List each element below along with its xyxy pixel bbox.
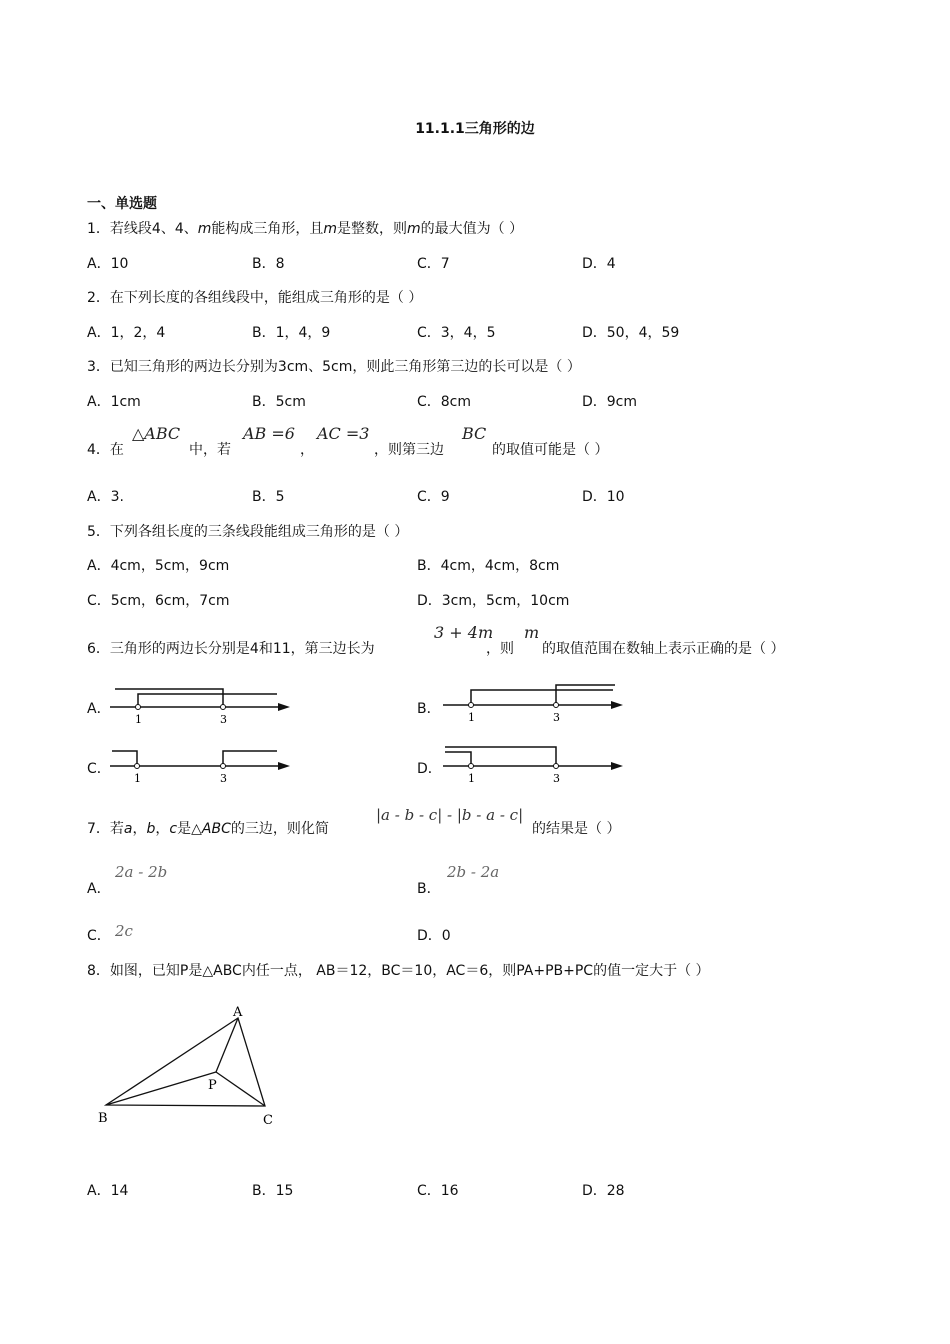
q7-expression: |a - b - c| - |b - a - c|: [376, 806, 524, 824]
q3-option-d[interactable]: D．9cm: [582, 394, 638, 410]
point-open: [135, 764, 140, 769]
q6-math-expr: 3 + 4m: [434, 623, 494, 642]
point-open: [136, 705, 141, 710]
q2-option-c[interactable]: C．3，4，5: [417, 325, 496, 341]
q7-option-c-math: 2c: [115, 922, 133, 940]
q3-option-c[interactable]: C．8cm: [417, 394, 472, 410]
q1-option-a[interactable]: A．10: [87, 256, 129, 272]
tick-label-3: 3: [553, 711, 560, 724]
question-1: [87, 218, 523, 238]
q1-number: 1．: [87, 221, 110, 237]
q8-option-d[interactable]: D．28: [582, 1183, 625, 1199]
q4-option-a[interactable]: A．3.: [87, 489, 124, 505]
q1-text-2: 能构成三角形，且: [211, 221, 324, 237]
q7-abc: ABC: [201, 821, 231, 837]
triangle-figure: [90, 1000, 290, 1135]
tick-label-1: 1: [468, 711, 475, 724]
tick-label-3: 3: [553, 772, 560, 785]
q1-var-3: m: [407, 221, 421, 237]
q4-math-abc: △ABC: [132, 424, 181, 443]
q3-option-b[interactable]: B．5cm: [252, 394, 306, 410]
point-open: [469, 764, 474, 769]
point-open: [554, 703, 559, 708]
q8-option-a[interactable]: A．14: [87, 1183, 129, 1199]
q1-text-4: 的最大值为（ ）: [420, 221, 524, 237]
question-6-num: 6．三角形的两边长分别是4和11，第三边长为: [87, 641, 375, 657]
q3-option-a[interactable]: A．1cm: [87, 394, 141, 410]
tick-label-3: 3: [220, 713, 227, 726]
question-7: [87, 818, 329, 838]
q7-comma-1: ，: [132, 821, 147, 837]
tick-label-1: 1: [468, 772, 475, 785]
point-open: [469, 703, 474, 708]
q8-option-c[interactable]: C．16: [417, 1183, 459, 1199]
q2-option-a[interactable]: A．1，2，4: [87, 325, 166, 341]
q1-text-1: 若线段4、4、: [109, 221, 198, 237]
q5-option-c[interactable]: C．5cm，6cm，7cm: [87, 593, 230, 609]
question-3: 3．已知三角形的两边长分别为3cm、5cm，则此三角形第三边的长可以是（ ）: [87, 359, 581, 375]
page-title: 11.1.1三角形的边: [415, 121, 535, 137]
q4-math-bc: BC: [462, 424, 487, 443]
q6-text-2: 的取值范围在数轴上表示正确的是（ ）: [542, 641, 785, 657]
q1-option-d[interactable]: D．4: [582, 256, 616, 272]
q7-text-3: 的结果是（ ）: [532, 821, 621, 837]
vertex-label-c: C: [263, 1113, 273, 1128]
q5-option-b[interactable]: B．4cm，4cm，8cm: [417, 558, 560, 574]
vertex-label-b: B: [98, 1111, 108, 1126]
q2-option-b[interactable]: B．1，4，9: [252, 325, 331, 341]
q7-option-c[interactable]: C．: [87, 928, 111, 944]
tick-label-1: 1: [134, 772, 141, 785]
q7-number: 7．若: [87, 821, 124, 837]
q6-option-a[interactable]: A．: [87, 701, 111, 717]
point-open: [221, 764, 226, 769]
q7-option-a-math: 2a - 2b: [115, 863, 168, 881]
q4-text-2: ，: [300, 442, 314, 458]
question-5: 5．下列各组长度的三条线段能组成三角形的是（ ）: [87, 524, 409, 540]
q2-option-d[interactable]: D．50，4，59: [582, 325, 680, 341]
q4-text-3: ，则第三边: [374, 442, 444, 458]
q4-text-1: 中，若: [189, 442, 231, 458]
q7-option-b[interactable]: B．: [417, 881, 441, 897]
q1-text-3: 是整数，则: [337, 221, 408, 237]
question-2: 2．在下列长度的各组线段中，能组成三角形的是（ ）: [87, 290, 423, 306]
q7-var-c: c: [169, 821, 178, 837]
number-line-c[interactable]: [110, 743, 295, 787]
q4-option-c[interactable]: C．9: [417, 489, 450, 505]
q7-option-b-math: 2b - 2a: [447, 863, 500, 881]
q4-text-4: 的取值可能是（ ）: [492, 442, 609, 458]
q1-option-b[interactable]: B．8: [252, 256, 285, 272]
q7-option-d[interactable]: D．0: [417, 928, 451, 944]
q7-text-1: 是△: [177, 821, 202, 837]
vertex-label-a: A: [233, 1005, 243, 1020]
tick-label-1: 1: [135, 713, 142, 726]
q7-comma-2: ，: [155, 821, 170, 837]
q5-option-d[interactable]: D．3cm，5cm，10cm: [417, 593, 570, 609]
point-label-p: P: [208, 1078, 217, 1093]
q7-var-a: a: [123, 821, 133, 837]
question-4-num: 4．在: [87, 442, 124, 458]
section-heading: 一、单选题: [87, 196, 157, 212]
number-line-a[interactable]: [110, 683, 295, 727]
q7-option-a[interactable]: A．: [87, 881, 111, 897]
q4-option-b[interactable]: B．5: [252, 489, 285, 505]
tick-label-3: 3: [220, 772, 227, 785]
point-open: [554, 764, 559, 769]
q7-text-2: 的三边，则化简: [230, 821, 329, 837]
q6-math-m: m: [524, 623, 540, 642]
q4-math-ac: AC =3: [317, 424, 370, 443]
q8-option-b[interactable]: B．15: [252, 1183, 294, 1199]
q4-math-ab: AB =6: [243, 424, 295, 443]
q1-option-c[interactable]: C．7: [417, 256, 450, 272]
q6-option-c[interactable]: C．: [87, 761, 111, 777]
q1-var-2: m: [323, 221, 338, 237]
q7-var-b: b: [146, 821, 156, 837]
q1-var-1: m: [197, 221, 212, 237]
q6-option-b[interactable]: B．: [417, 701, 441, 717]
number-line-d[interactable]: [443, 743, 628, 787]
q5-option-a[interactable]: A．4cm，5cm，9cm: [87, 558, 230, 574]
point-open: [221, 705, 226, 710]
q6-option-d[interactable]: D．: [417, 761, 442, 777]
question-8: 8．如图，已知P是△ABC内任一点， AB＝12，BC＝10，AC＝6，则PA+PB+PC的值一定大于（ ）: [87, 963, 710, 979]
q4-option-d[interactable]: D．10: [582, 489, 625, 505]
number-line-b[interactable]: [443, 683, 628, 727]
q6-text-1: ，则: [486, 641, 514, 657]
